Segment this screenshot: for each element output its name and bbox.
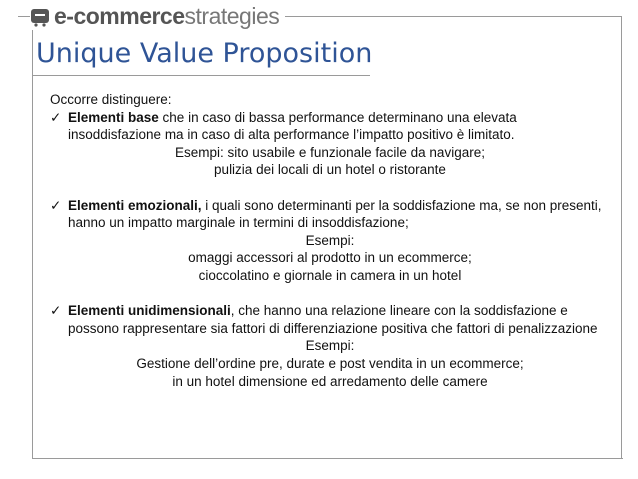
checkmark-icon: ✓ <box>50 303 62 319</box>
example-line: pulizia dei locali di un hotel o ristorante <box>214 162 446 178</box>
example-line: in un hotel dimensione ed arredamento delle camere <box>172 373 488 389</box>
bullet-text: i quali sono determinanti per la soddisfazione ma, se non presenti, hanno un impatto marginale in termini di insoddisfazione; <box>68 197 602 231</box>
example-line: omaggi accessori al prodotto in un ecommerce; <box>188 250 472 266</box>
logo-text <box>54 3 279 30</box>
bullet-heading: Elementi base <box>68 109 159 125</box>
bullet-elementi-unidimensionali <box>50 302 610 337</box>
slide-title: Unique Value Proposition <box>36 38 373 69</box>
brand-logo <box>30 3 285 30</box>
bullet-elementi-emozionali <box>50 197 610 232</box>
bullet-text: che in caso di bassa performance determinano una elevata insoddisfazione ma in caso di alta performance l’impatto positivo è limitato. <box>68 109 517 143</box>
checkmark-icon: ✓ <box>50 197 62 213</box>
intro-text: Occorre distinguere: <box>50 92 172 107</box>
example-line: Esempi: <box>305 338 355 354</box>
cart-logo-icon <box>30 7 50 27</box>
logo-text-light: strategies <box>184 3 280 29</box>
example-line: Esempi: <box>305 232 355 248</box>
checkmark-icon: ✓ <box>50 109 62 125</box>
logo-text-bold: e-commerce <box>54 3 185 29</box>
bullet-heading: Elementi emozionali, <box>68 197 202 213</box>
title-underline <box>32 75 370 76</box>
example-line: cioccolatino e giornale in camera in un hotel <box>198 267 462 283</box>
example-line: Esempi: sito usabile e funzionale facile da navigare; <box>175 144 485 160</box>
bullet-elementi-base <box>50 109 610 144</box>
example-line: Gestione dell’ordine pre, durate e post vendita in un ecommerce; <box>136 355 524 371</box>
bullet-text: , che hanno una relazione lineare con la soddisfazione e possono rappresentare sia fattori di differenziazione positiva che fattori di penalizzazione <box>68 303 598 336</box>
slide-content <box>50 91 610 390</box>
bullet-heading: Elementi unidimensionali <box>68 303 231 319</box>
